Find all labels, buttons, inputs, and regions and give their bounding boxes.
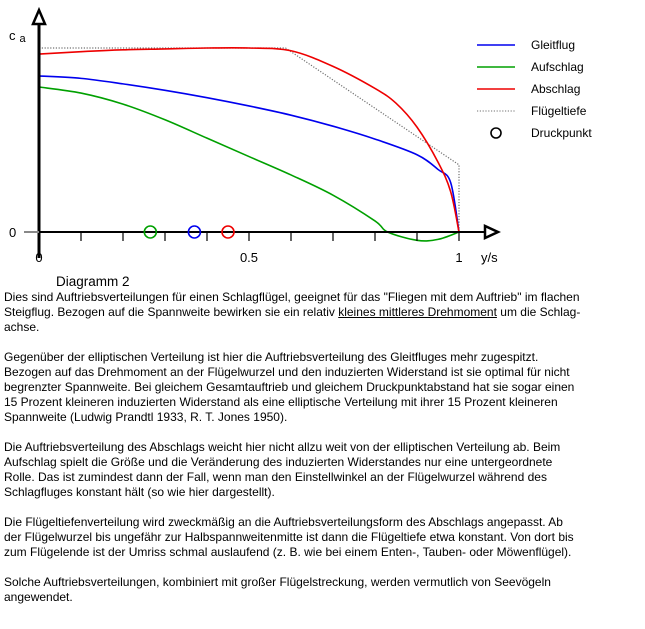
series-line-aufschlag [39, 87, 459, 241]
legend-label: Flügeltiefe [531, 104, 587, 118]
legend-marker-circle-icon [491, 128, 501, 138]
legend-label: Aufschlag [531, 60, 584, 74]
lift-distribution-chart [0, 0, 645, 290]
text-run: Schlagfluges konstant hält (so wie hier dargestellt). [4, 485, 275, 499]
legend [477, 38, 592, 140]
tick-labels-layer [9, 28, 498, 265]
series-line-gleitflug [39, 76, 459, 232]
paragraph [4, 290, 644, 335]
x-axis-label: y/s [481, 250, 498, 265]
text-run: Solche Auftriebsverteilungen, kombiniert mit großer Flügelstreckung, werden vermutlich von Seevögeln [4, 575, 551, 589]
text-run: achse. [4, 320, 40, 334]
curves-layer [39, 48, 459, 241]
text-run: Rolle. Das ist zumindest dann der Fall, wenn man den Einstellwinkel an der Flügelwurzel während des [4, 470, 547, 484]
legend-label: Druckpunkt [531, 126, 592, 140]
text-run: Die Flügeltiefenverteilung wird zweckmäßig an die Auftriebsverteilungsform des Abschlags angepasst. Ab [4, 515, 563, 529]
x-tick-label: 0.5 [239, 250, 259, 265]
paragraph [4, 515, 644, 560]
x-tick-label: 1 [455, 250, 463, 265]
text-run: zum Flügelende ist der Umriss schmal auslaufend (z. B. wie bei einem Enten-, Tauben- oder Möwenflügel). [4, 545, 572, 559]
text-run: Dies sind Auftriebsverteilungen für einen Schlagflügel, geeignet für das "Fliegen mit dem Auftrieb" im flachen [4, 290, 580, 304]
text-run: Aufschlag spielt die Größe und die Veränderung des induzierten Widerstandes nur eine untergeordnete [4, 455, 553, 469]
text-run: begrenzter Spannweite. Bei gleichem Gesamtauftrieb und gleichem Druckpunktabstand hat sie sogar einen [4, 380, 575, 394]
text-run: Die Auftriebsverteilung des Abschlags weicht hier nicht allzu weit von der elliptischen Verteilung ab. Beim [4, 440, 561, 454]
paragraph [4, 575, 644, 605]
y-axis-label: c a [9, 28, 26, 45]
legend-item-aufschlag [477, 60, 584, 74]
legend-item-fluegeltiefe [477, 104, 587, 118]
text-run: Bezogen auf das Drehmoment an der Flügelwurzel und den induzierten Widerstand ist sie optimal für nicht [4, 365, 570, 379]
description-text [4, 290, 644, 620]
text-run: der Flügelwurzel bis ungefähr zur Halbspannweitenmitte ist dann die Flügeltiefe etwa konstant. Von dort bis [4, 530, 574, 544]
text-run: angewendet. [4, 590, 73, 604]
diagram-caption: Diagramm 2 [56, 274, 130, 289]
y-axis-arrow-icon [33, 10, 45, 24]
y-tick-label: 0 [9, 225, 17, 240]
text-run: um die Schlag- [496, 305, 581, 319]
legend-label: Gleitflug [531, 38, 576, 52]
legend-item-gleitflug [477, 38, 575, 52]
text-run: Steigflug. Bezogen auf die Spannweite bewirken sie ein relativ [4, 305, 339, 319]
x-tick-label: 0 [35, 250, 43, 265]
series-line-abschlag [39, 48, 459, 232]
legend-label: Abschlag [531, 82, 581, 96]
legend-item-abschlag [477, 82, 580, 96]
text-run: 15 Prozent kleineren induzierten Widerstand als eine elliptische Verteilung mit ihrer 15 Prozent kleineren [4, 395, 558, 409]
text-run: Gegenüber der elliptischen Verteilung ist hier die Auftriebsverteilung des Gleitfluges mehr zugespitzt. [4, 350, 539, 364]
x-axis-arrow-icon [485, 226, 498, 238]
paragraph [4, 350, 644, 425]
underlined-phrase: kleines mittleres Drehmoment [338, 305, 497, 319]
series-line-fluegeltiefe [39, 48, 459, 232]
paragraph [4, 440, 644, 500]
legend-item-druckpunkt [491, 126, 592, 140]
axes-layer [24, 10, 498, 258]
text-run: Spannweite (Ludwig Prandtl 1933, R. T. Jones 1950). [4, 410, 288, 424]
